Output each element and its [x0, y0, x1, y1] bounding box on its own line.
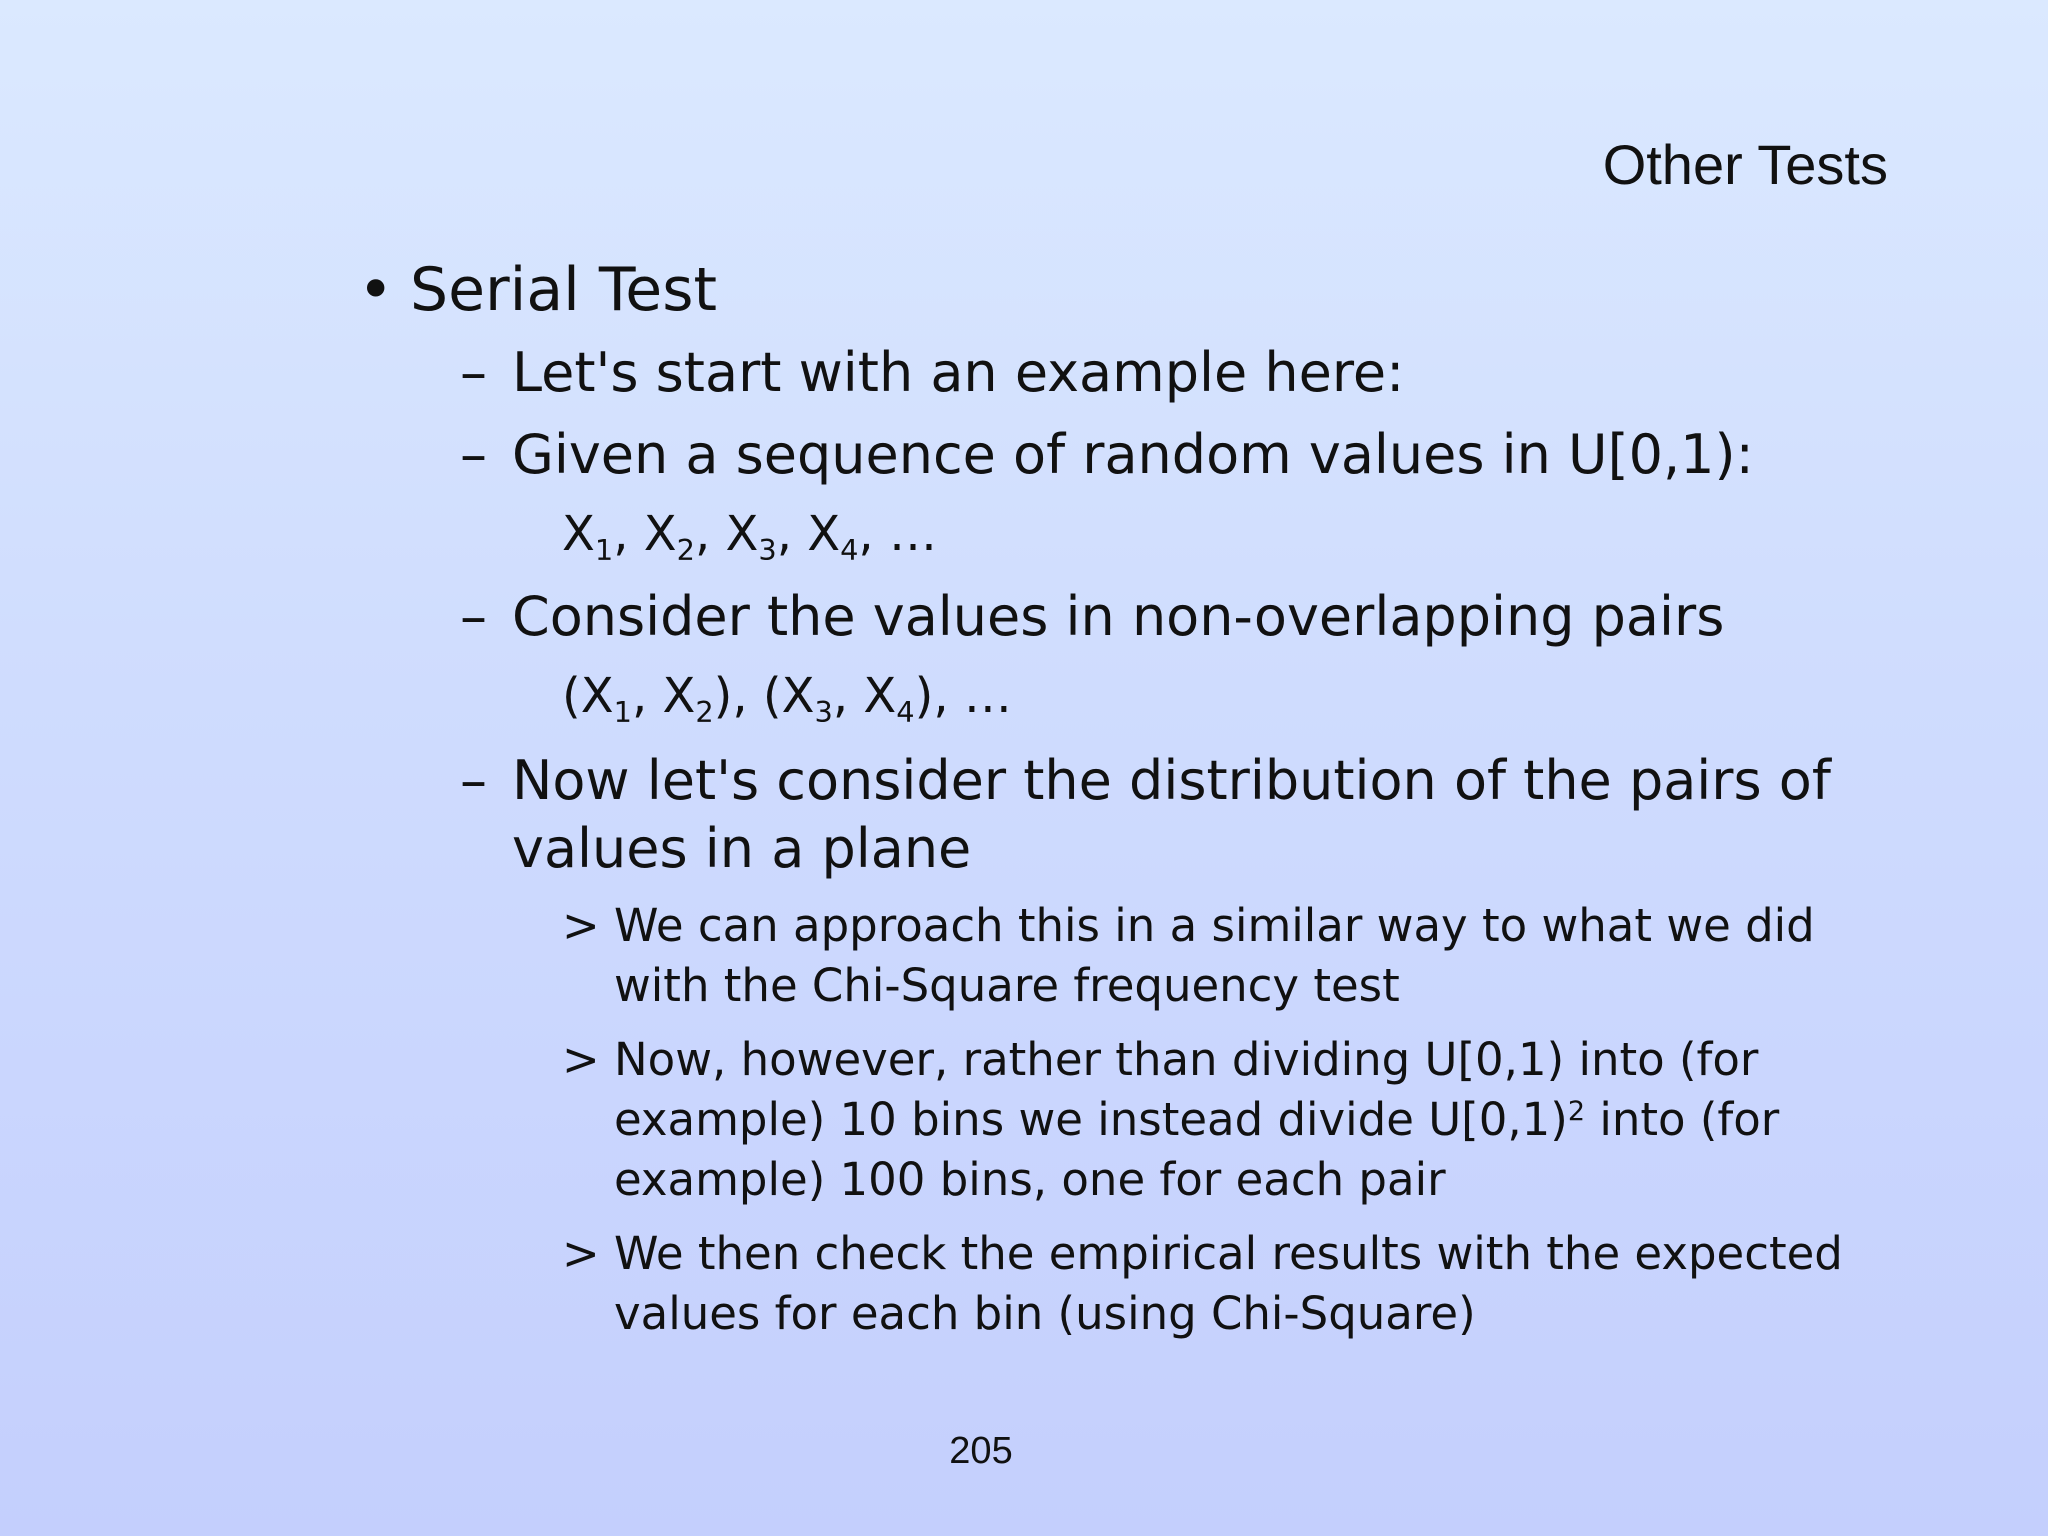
detail-text-line1: Now, however, rather than dividing U[0,1) into (for — [614, 1033, 1759, 1086]
formula-subscript: 2 — [676, 533, 695, 568]
formula-subscript: 3 — [758, 533, 777, 568]
sub-bullet-text-line1: Now let's consider the distribution of the pairs of — [512, 749, 1831, 812]
dash-marker: – — [460, 341, 487, 404]
detail-text-line1: We then check the empirical results with the expected — [614, 1227, 1843, 1280]
formula-part: , X — [694, 506, 759, 562]
formula-part: , X — [832, 668, 897, 724]
arrow-marker: > — [562, 1227, 600, 1280]
formula-subscript: 3 — [814, 695, 833, 730]
formula-subscript: 4 — [896, 695, 915, 730]
detail-text-part: example) 10 bins we instead divide U[0,1) — [614, 1093, 1568, 1146]
formula-part: , X — [631, 668, 696, 724]
formula-part: , … — [858, 506, 937, 562]
bullet-marker: • — [358, 255, 394, 325]
dash-marker: – — [460, 423, 487, 486]
sequence-formula — [562, 504, 937, 568]
pairs-formula — [562, 666, 1012, 730]
page-number: 205 — [949, 1430, 1013, 1472]
bullet-text: Serial Test — [410, 255, 718, 325]
arrow-marker: > — [562, 1033, 600, 1086]
sub-bullet-text-line2: values in a plane — [512, 817, 972, 880]
formula-subscript: 2 — [695, 695, 714, 730]
detail-text-line2: values for each bin (using Chi-Square) — [614, 1287, 1476, 1340]
sub-bullet-text: Consider the values in non-overlapping pairs — [512, 585, 1725, 648]
formula-subscript: 1 — [594, 533, 614, 568]
sub-bullet-text: Let's start with an example here: — [512, 341, 1405, 404]
detail-text-line1: We can approach this in a similar way to what we did — [614, 899, 1815, 952]
superscript: 2 — [1567, 1096, 1586, 1128]
formula-part: ), (X — [713, 668, 815, 724]
detail-text-line3: example) 100 bins, one for each pair — [614, 1153, 1446, 1206]
formula-part: , X — [613, 506, 677, 562]
sub-bullet-text: Given a sequence of random values in U[0,1): — [512, 423, 1754, 486]
formula-subscript: 4 — [840, 533, 859, 568]
formula-part: (X — [562, 668, 614, 724]
formula-part: ), … — [914, 668, 1012, 724]
detail-text-line2: with the Chi-Square frequency test — [614, 959, 1400, 1012]
dash-marker: – — [460, 749, 487, 812]
formula-part: , X — [776, 506, 841, 562]
detail-text-line2 — [614, 1092, 1779, 1148]
formula-part: X — [562, 506, 595, 562]
dash-marker: – — [460, 585, 487, 648]
detail-text-part: into (for — [1585, 1093, 1780, 1146]
formula-subscript: 1 — [613, 695, 632, 730]
arrow-marker: > — [562, 899, 600, 952]
slide-title: Other Tests — [1602, 133, 1888, 196]
